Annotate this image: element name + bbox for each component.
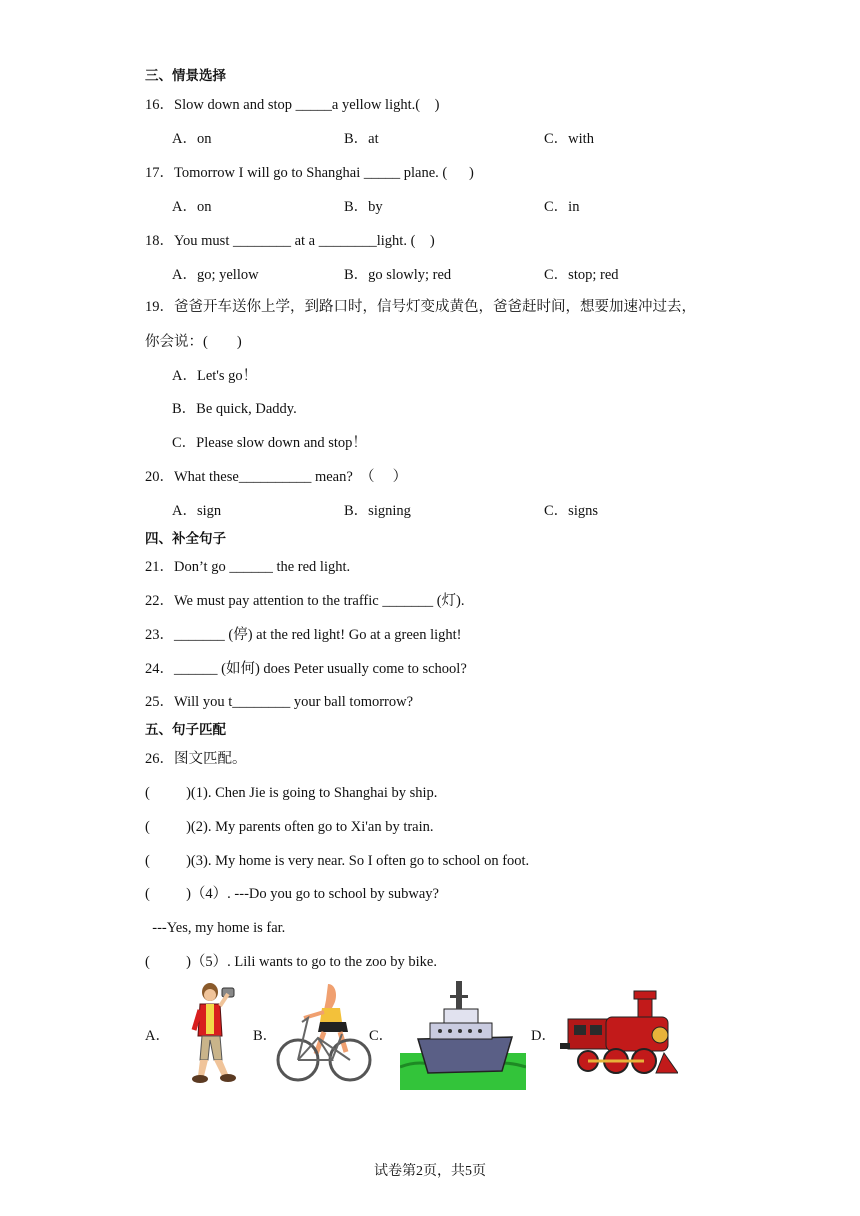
bicycle-image — [276, 982, 372, 1086]
q18-option-b: B．go slowly; red — [344, 267, 452, 283]
q19-option-b: B．Be quick, Daddy. — [172, 401, 297, 417]
q20-option-a: A．sign — [172, 503, 222, 519]
question-24: 24．______ (如何) does Peter usually come to school? — [145, 661, 467, 677]
match-item-1: ( )(1). Chen Jie is going to Shanghai by ship. — [145, 785, 438, 801]
walking-boy-image — [188, 980, 240, 1086]
ship-image — [400, 975, 526, 1090]
question-25: 25．Will you t________ your ball tomorrow? — [145, 694, 414, 710]
q16-option-c: C．with — [544, 131, 594, 147]
question-26: 26．图文匹配。 — [145, 751, 247, 767]
q18-option-c: C．stop; red — [544, 267, 619, 283]
page-footer: 试卷第2页，共5页 — [374, 1164, 486, 1179]
picture-label-b: B． — [253, 1028, 278, 1044]
section-heading-4: 四、补全句子 — [145, 531, 226, 547]
match-item-4: ( )（4）. ---Do you go to school by subway? — [145, 886, 439, 902]
q19-option-c: C．Please slow down and stop！ — [172, 435, 367, 451]
q20-option-c: C．signs — [544, 503, 598, 519]
question-22: 22．We must pay attention to the traffic _______ (灯). — [145, 593, 465, 609]
q16-option-a: A．on — [172, 131, 212, 147]
question-17: 17．Tomorrow I will go to Shanghai _____ plane. ( ) — [145, 165, 474, 181]
question-21: 21．Don’t go ______ the red light. — [145, 559, 351, 575]
match-item-2: ( )(2). My parents often go to Xi'an by train. — [145, 819, 434, 835]
q17-option-b: B．by — [344, 199, 383, 215]
q16-option-b: B．at — [344, 131, 379, 147]
q17-option-a: A．on — [172, 199, 212, 215]
question-23: 23．_______ (停) at the red light! Go at a green light! — [145, 627, 462, 643]
match-item-3: ( )(3). My home is very near. So I often go to school on foot. — [145, 853, 530, 869]
section-heading-3: 三、情景选择 — [145, 68, 226, 84]
match-item-5: ( )（5）. Lili wants to go to the zoo by bike. — [145, 954, 437, 970]
picture-label-c: C． — [369, 1028, 394, 1044]
question-19-line-2: 你会说：( ) — [145, 334, 242, 350]
q17-option-c: C．in — [544, 199, 580, 215]
question-20: 20．What these__________ mean? （ ） — [145, 469, 408, 485]
question-16: 16．Slow down and stop _____a yellow light.( ) — [145, 97, 440, 113]
question-18: 18．You must ________ at a ________light. ( ) — [145, 233, 435, 249]
q20-option-b: B．signing — [344, 503, 411, 519]
match-item-4-reply: ---Yes, my home is far. — [145, 920, 286, 936]
picture-label-d: D． — [531, 1028, 556, 1044]
picture-label-a: A． — [145, 1028, 170, 1044]
question-19-line-1: 19．爸爸开车送你上学，到路口时，信号灯变成黄色，爸爸赶时间，想要加速冲过去， — [145, 299, 696, 315]
section-heading-5: 五、句子匹配 — [145, 722, 226, 738]
steam-train-image — [560, 983, 678, 1079]
q19-option-a: A．Let's go！ — [172, 368, 258, 384]
q18-option-a: A．go; yellow — [172, 267, 259, 283]
